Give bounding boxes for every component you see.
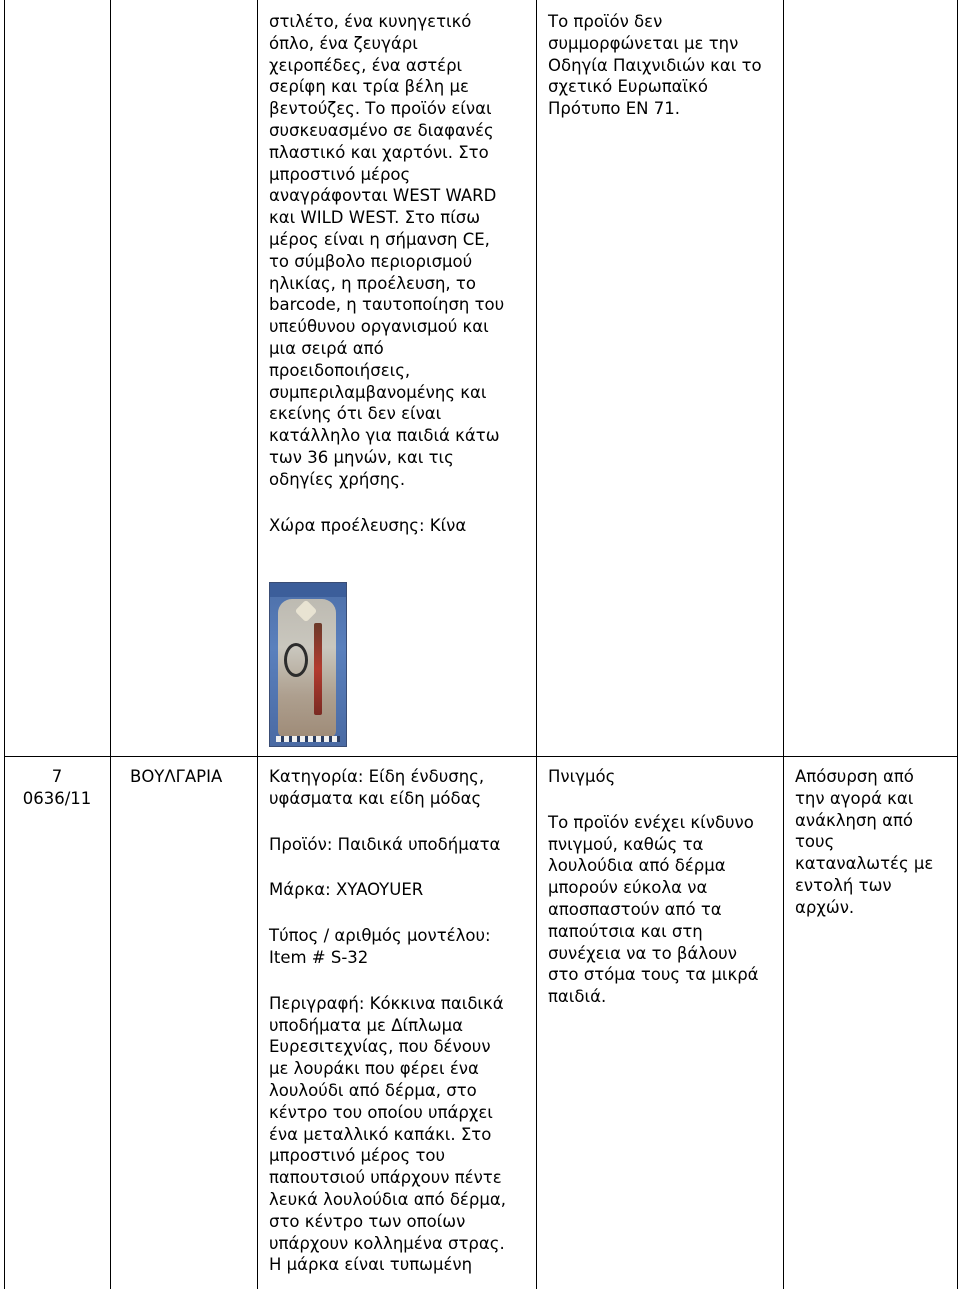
measures-taken: Απόσυρση από την αγορά και ανάκληση από τους καταναλωτές με εντολή των αρχών. bbox=[795, 767, 934, 917]
column-divider bbox=[536, 0, 537, 1289]
table-border-right bbox=[957, 0, 958, 1289]
risk-title: Πνιγμός bbox=[548, 767, 616, 786]
product-brand: Μάρκα: XYAOYUER bbox=[269, 880, 424, 900]
table-border-left bbox=[4, 0, 5, 1289]
country: ΒΟΥΛΓΑΡΙΑ bbox=[130, 767, 223, 786]
product-photo bbox=[269, 582, 347, 747]
row-number-and-reference bbox=[4, 766, 110, 810]
row-divider bbox=[4, 756, 958, 757]
column-divider bbox=[110, 0, 111, 1289]
column-divider bbox=[257, 0, 258, 1289]
row-number: 7 bbox=[51, 767, 63, 786]
product-name: Προϊόν: Παιδικά υποδήματα bbox=[269, 834, 501, 854]
product-details bbox=[269, 766, 506, 1276]
country-of-origin: Χώρα προέλευσης: Κίνα bbox=[269, 516, 467, 535]
column-divider bbox=[783, 0, 784, 1289]
risk-details bbox=[548, 766, 759, 1008]
risk-description: Το προϊόν δεν συμμορφώνεται με την Οδηγία Παιχνιδιών και το σχετικό Ευρωπαϊκό Πρότυπο ΕΝ 71. bbox=[548, 12, 762, 119]
product-description: στιλέτο, ένα κυνηγετικό όπλο, ένα ζευγάρι χειροπέδες, ένα αστέρι σερίφη και τρία βέλη με βεντούζες. Το προϊόν είναι συσκευασμένο σε διαφανές πλαστικό και χαρτόνι. Στο μπροστινό μέρος αναγράφονται WEST WARD και WILD WEST. Στο πίσω μέρος είναι η σήμανση CE, το σύμβολο περιορισμού ηλικίας, η προέλευση, το barcode, η ταυτοποίηση του υπεύθυνου οργανισμού και μια σειρά από προειδοποιήσεις, συμπεριλαμβανομένης και εκείνης ότι δεν είναι κατάλληλο για παιδιά κάτω των 36 μηνών, και τις οδηγίες χρήσης. bbox=[269, 12, 505, 489]
risk-description: Το προϊόν ενέχει κίνδυνο πνιγμού, καθώς τα λουλούδια από δέρμα μπορούν εύκολα να αποσπαστούν από τα παπούτσια και στη συνέχεια να το βάλουν στο στόμα τους τα μικρά παιδιά. bbox=[548, 812, 759, 1007]
product-model: Τύπος / αριθμός μοντέλου: Item # S-32 bbox=[269, 926, 491, 967]
product-category: Κατηγορία: Είδη ένδυσης, υφάσματα και είδη μόδας bbox=[269, 767, 485, 808]
reference-number: 0636/11 bbox=[22, 788, 92, 808]
product-description: Περιγραφή: Κόκκινα παιδικά υποδήματα με Δίπλωμα Ευρεσιτεχνίας, που δένουν με λουράκι που φέρει ένα λουλούδι από δέρμα, στο κέντρο του οποίου υπάρχει ένα μεταλλικό καπάκι. Στο μπροστινό μέρος του παπουτσιού υπάρχουν πέντε λευκά λουλούδια από δέρμα, στο κέντρο των οποίων υπάρχουν κολλημένα στρας. Η μάρκα είναι τυπωμένη bbox=[269, 993, 506, 1275]
